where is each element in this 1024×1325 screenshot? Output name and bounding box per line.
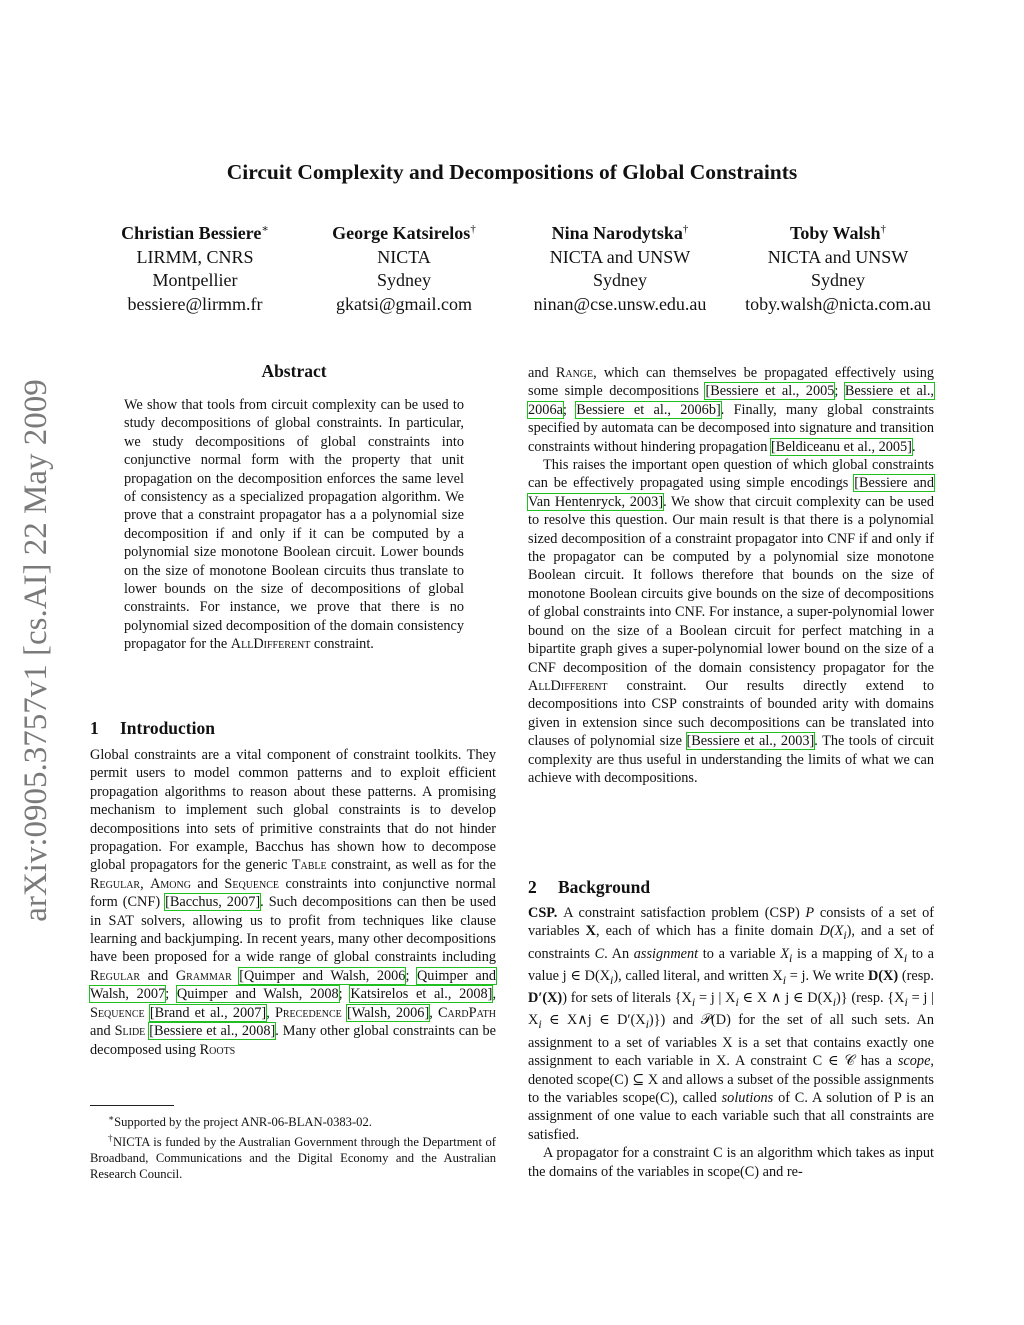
math-subscript: i — [691, 995, 696, 1010]
text: )}) and 𝒫(D) for the set of all such sets. An assignment to a set of variables X is a set that contains exactly one assignment to each variable in X. A constraint C ∈ 𝒞 has a — [528, 1012, 934, 1070]
math: D(X) — [867, 967, 899, 984]
math-subscript: i — [843, 928, 847, 943]
text: , — [140, 875, 151, 892]
math-subscript: i — [782, 972, 787, 987]
arxiv-identifier: arXiv:0905.3757v1 [cs.AI] 22 May 2009 — [17, 378, 54, 922]
text: , — [429, 1004, 438, 1021]
citation-link[interactable]: [Bessiere and Van Hentenryck, 2003] — [528, 475, 934, 510]
text: , — [266, 1004, 275, 1021]
text: Global constraints are a vital component of constraint toolkits. They permit users to model common patterns and to exploit efficient propagation algorithms to reason about these patterns. A promising mechanism to implement such global constraints is to develop decompositions into sets of primitive constraints that do not hinder propagation. For example, Bacchus has shown how to decompose global propagators for the generic — [90, 747, 496, 874]
footnote-text: Supported by the project ANR-06-BLAN-0383-02. — [114, 1115, 372, 1130]
text: A constraint satisfaction problem (CSP) — [563, 905, 806, 921]
text: , which can themselves be propagated effectively using some simple decompositions — [528, 365, 934, 400]
author-name: Christian Bessiere — [121, 223, 262, 243]
text: of C. A solution of P is an assignment of one value to each variable such that all constraints are satisfied. — [528, 1089, 935, 1143]
emphasis: scope — [897, 1053, 931, 1070]
text: ; — [562, 401, 577, 418]
math-subscript: i — [645, 1017, 649, 1032]
constraint-name: Regular — [90, 967, 141, 984]
text: ), called literal, and written X — [613, 967, 783, 984]
author-mark: † — [470, 223, 476, 235]
constraint-name: Sequence — [90, 1004, 145, 1021]
citation-link[interactable]: [Bacchus, 2007] — [165, 894, 261, 911]
footnote-1 — [90, 1110, 496, 1130]
text: constraint. Our results directly extend to decompositions into CSP constraints of bounded arity with domains given in extension since such decompositions can be translated into clauses of polynomial size — [528, 677, 934, 750]
section-heading-introduction — [90, 718, 215, 739]
author-walsh — [728, 218, 948, 316]
constraint-name: Slide — [114, 1023, 146, 1040]
constraint-name: Among — [150, 875, 191, 892]
footnote-mark: † — [108, 1133, 113, 1144]
text: , each of which has a finite domain — [596, 923, 820, 940]
text: = j | X — [695, 990, 736, 1007]
text: = j. We write — [786, 967, 868, 984]
math: D(X — [819, 923, 844, 940]
math: C — [594, 945, 605, 962]
math-subscript: i — [610, 972, 614, 987]
math-subscript: i — [903, 950, 908, 965]
author-affiliation: NICTA and UNSW — [549, 246, 691, 267]
text: ; — [405, 967, 417, 984]
math: X — [780, 945, 790, 962]
author-bessiere — [90, 218, 300, 316]
math-subscript: i — [904, 995, 908, 1010]
abstract-text: We show that tools from circuit complexity can be used to study decompositions of global constraints. In particular, we study decompositions of global constraints into conjunctive normal form with the property that unit propagation on the decomposition enforces the same level of consistency as a specialized propagation algorithm. We prove that a constraint propagator has a a polynomial size decomposition if and only if it can be computed by a polynomial size monotone Boolean circuit. Lower bounds on the size of monotone Boolean circuits thus translate to lower bounds on the size of decompositions of global constraints. For instance, we prove that there is no polynomial sized decomposition of the domain consistency propagator for the — [124, 397, 464, 653]
author-name: George Katsirelos — [332, 223, 471, 243]
text: This raises the important open question of which global constraints can be effectively propagated using simple encodings — [528, 457, 934, 492]
introduction-continued — [528, 364, 934, 787]
constraint-name: Table — [291, 857, 327, 874]
text: , — [492, 986, 497, 1003]
constraint-name: Sequence — [224, 875, 280, 892]
text: ; — [338, 986, 351, 1003]
introduction-body — [90, 746, 496, 1059]
math-subscript: i — [789, 950, 793, 965]
paragraph-lead: CSP. — [528, 905, 558, 921]
text: ), and a set of constraints — [528, 923, 934, 962]
text: and — [90, 1023, 115, 1040]
citation-link[interactable]: [Brand et al., 2007] — [149, 1004, 267, 1021]
emphasis: solutions — [721, 1089, 774, 1106]
abstract-text: constraint. — [310, 636, 374, 653]
text: and — [140, 967, 176, 984]
constraint-name: AllDifferent — [528, 677, 608, 694]
text: . — [911, 438, 916, 455]
author-email: bessiere@lirmm.fr — [127, 293, 263, 314]
footnote-text: NICTA is funded by the Australian Government through the Department of Broadband, Communications and the Digital Economy and the Australian Research Council. — [90, 1135, 497, 1182]
citation-link[interactable]: [Bessiere et al., 2003] — [686, 733, 815, 750]
arxiv-sidebar — [6, 330, 66, 970]
paper-title: Circuit Complexity and Decompositions of Global Constraints — [226, 160, 798, 184]
section-heading-background — [528, 877, 650, 898]
author-city: Sydney — [593, 270, 647, 290]
constraint-name: Regular — [90, 875, 141, 892]
footnotes — [90, 1110, 496, 1182]
section-title: Introduction — [120, 718, 215, 738]
emphasis: assignment — [633, 945, 699, 962]
author-katsirelos — [304, 218, 504, 316]
footnote-rule — [90, 1105, 174, 1106]
citation-link[interactable]: Katsirelos et al., 2008] — [350, 986, 493, 1003]
section-number: 2 — [528, 877, 537, 897]
constraint-name: CardPath — [437, 1004, 497, 1021]
text: ; — [165, 986, 177, 1003]
constraint-name: Roots — [199, 1041, 236, 1058]
text: consists of a set of variables — [528, 905, 934, 940]
text: = j | X — [528, 990, 934, 1029]
text: and — [190, 875, 225, 892]
math: X — [585, 923, 596, 940]
citation-link[interactable]: [Bessiere et al., 2008] — [149, 1023, 276, 1040]
constraint-name: Precedence — [274, 1004, 342, 1021]
text: . Finally, many global constraints specified by automata can be decomposed into signature and transition constraints without hindering propagation — [528, 401, 935, 455]
math-subscript: i — [832, 995, 836, 1010]
author-narodytska — [515, 218, 725, 316]
text: . Such decompositions can then be used in SAT solvers, allowing us to profit from techniques like clause learning and backjumping. In recent years, many other decompositions have been proposed for a wide range of global constraints including — [90, 894, 497, 966]
author-mark: ∗ — [261, 223, 269, 235]
paragraph — [528, 364, 934, 456]
text: . An — [604, 945, 634, 962]
author-city: Sydney — [377, 270, 431, 290]
text: . Many other global constraints can be decomposed using — [90, 1023, 497, 1058]
citation-link[interactable]: Quimper and Walsh, 2007 — [90, 967, 496, 1003]
text: , denoted scope(C) ⊆ X and allows a subset of the possible assignments to the variables scope(C), called — [528, 1053, 934, 1106]
author-affiliation: NICTA — [377, 246, 431, 267]
footnote-mark: ∗ — [108, 1113, 115, 1123]
author-city: Montpellier — [152, 270, 238, 290]
text: and — [528, 365, 556, 381]
author-block — [0, 218, 1024, 318]
math-subscript: i — [735, 995, 739, 1010]
author-email: toby.walsh@nicta.com.au — [745, 293, 931, 314]
author-name: Nina Narodytska — [551, 223, 683, 243]
text: to a value j ∈ D(X — [528, 945, 934, 984]
text: (resp. — [898, 967, 934, 984]
abstract-body — [124, 396, 464, 654]
author-email: ninan@cse.unsw.edu.au — [533, 293, 707, 314]
text: constraints into conjunctive normal form (CNF) — [90, 875, 497, 911]
text: ; — [834, 383, 845, 400]
author-mark: † — [880, 223, 887, 235]
author-mark: † — [682, 223, 689, 235]
citation-link[interactable]: [Beldiceanu et al., 2005] — [771, 438, 912, 455]
paragraph: A propagator for a constraint C is an algorithm which takes as input the domains of the variables in scope(C) and re- — [528, 1145, 934, 1180]
author-email: gkatsi@gmail.com — [335, 293, 473, 314]
section-title: Background — [558, 877, 651, 897]
constraint-name: Grammar — [175, 967, 232, 984]
citation-link[interactable]: [Bessiere et al., 2005 — [705, 383, 835, 400]
citation-link[interactable]: Bessiere et al., 2006a — [528, 383, 934, 418]
author-affiliation: NICTA and UNSW — [767, 246, 909, 267]
citation-link[interactable]: [Quimper and Walsh, 2006 — [239, 967, 406, 984]
text: to a variable — [698, 945, 781, 962]
background-body — [528, 904, 934, 1181]
footnote-2 — [90, 1130, 496, 1182]
paragraph — [528, 456, 934, 787]
text: ∈ X ∧ j ∈ D(X — [738, 990, 833, 1007]
author-name: Toby Walsh — [789, 223, 881, 243]
citation-link[interactable]: [Walsh, 2006] — [346, 1004, 430, 1021]
text: ∈ X∧j ∈ D′(X — [541, 1012, 646, 1029]
citation-link[interactable]: Quimper and Walsh, 2008 — [176, 986, 339, 1003]
constraint-name: AllDifferent — [230, 636, 311, 653]
text: )} (resp. {X — [836, 990, 905, 1007]
abstract-heading: Abstract — [261, 361, 327, 381]
math: D′(X) — [528, 990, 563, 1007]
math-subscript: i — [538, 1017, 542, 1032]
math: P — [805, 905, 815, 921]
text: ) for sets of literals {X — [562, 990, 692, 1007]
text: . We show that circuit complexity can be used to resolve this question. Our main result is that there is a polynomial sized decomposition of a constraint propagator into CNF if and only if the propagator can be computed by a polynomial size monotone Boolean circuit. It follows therefore that bounds on the size of monotone Boolean circuits give bounds on the size of decompositions of global constraints into CNF. For instance, a super-polynomial lower bound on the size of a Boolean circuit for perfect matching in a bipartite graph gives a super-polynomial lower bound on the size of a CNF decomposition of the domain consistency propagator for the — [528, 493, 934, 676]
text: constraint, as well as for the — [326, 857, 496, 874]
constraint-name: Range — [555, 365, 594, 381]
author-affiliation: LIRMM, CNRS — [136, 246, 254, 267]
citation-link[interactable]: Bessiere et al., 2006b] — [576, 401, 721, 418]
text: is a mapping of X — [792, 945, 904, 962]
paragraph — [528, 904, 934, 1144]
paragraph — [90, 746, 496, 1059]
text: . The tools of circuit complexity are thus useful in understanding the limits of what we can achieve with decompositions. — [528, 733, 935, 786]
author-city: Sydney — [811, 270, 865, 290]
section-number: 1 — [90, 718, 99, 738]
